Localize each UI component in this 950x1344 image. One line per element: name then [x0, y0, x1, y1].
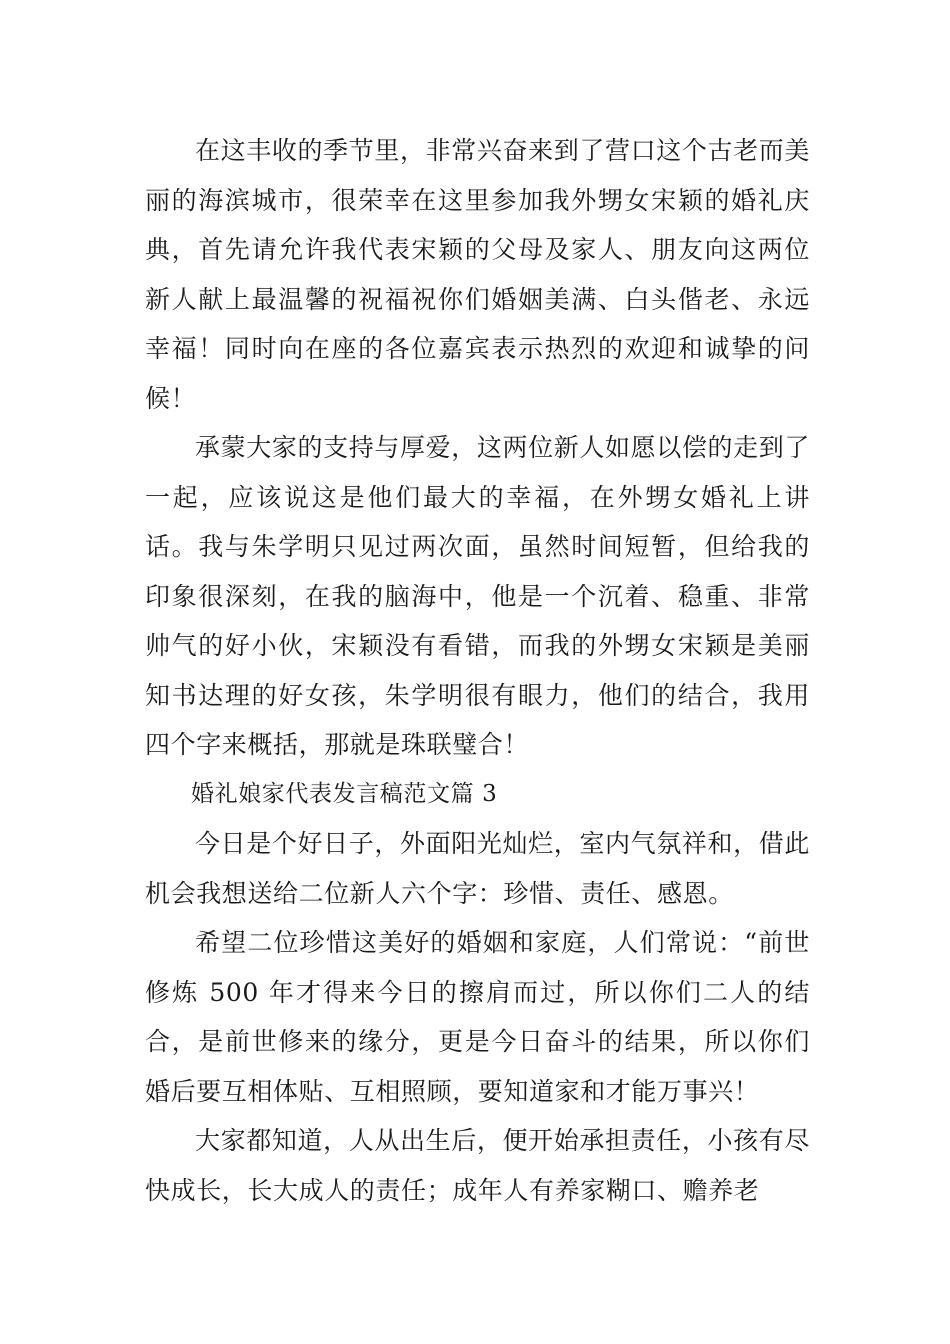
- paragraph-5: 大家都知道，人从出生后，便开始承担责任，小孩有尽快成长，长大成人的责任；成年人有养家糊口、赡养老: [145, 1126, 810, 1205]
- paragraph-4: 希望二位珍惜这美好的婚姻和家庭，人们常说：“前世修炼 500 年才得来今日的擦肩而过，所以你们二人的结合，是前世修来的缘分，更是今日奋斗的结果，所以你们婚后要互相体贴、互相照顾，要知道家和才能万事兴！: [145, 928, 810, 1106]
- paragraph-3: 今日是个好日子，外面阳光灿烂，室内气氛祥和，借此机会我想送给二位新人六个字：珍惜、责任、感恩。: [145, 829, 810, 908]
- section-heading: 婚礼娘家代表发言稿范文篇 3: [191, 780, 498, 807]
- document-body: [145, 126, 810, 1215]
- paragraph-2: 承蒙大家的支持与厚爱，这两位新人如愿以偿的走到了一起，应该说这是他们最大的幸福，在外甥女婚礼上讲话。我与朱学明只见过两次面，虽然时间短暂，但给我的印象很深刻，在我的脑海中，他是一个沉着、稳重、非常帅气的好小伙，宋颖没有看错，而我的外甥女宋颖是美丽知书达理的好女孩，朱学明很有眼力，他们的结合，我用四个字来概括，那就是珠联璧合！: [145, 433, 810, 759]
- paragraph-1: 在这丰收的季节里，非常兴奋来到了营口这个古老而美丽的海滨城市，很荣幸在这里参加我外甥女宋颖的婚礼庆典，首先请允许我代表宋颖的父母及家人、朋友向这两位新人献上最温馨的祝福祝你们婚姻美满、白头偕老、永远幸福！同时向在座的各位嘉宾表示热烈的欢迎和诚挚的问候！: [145, 136, 810, 413]
